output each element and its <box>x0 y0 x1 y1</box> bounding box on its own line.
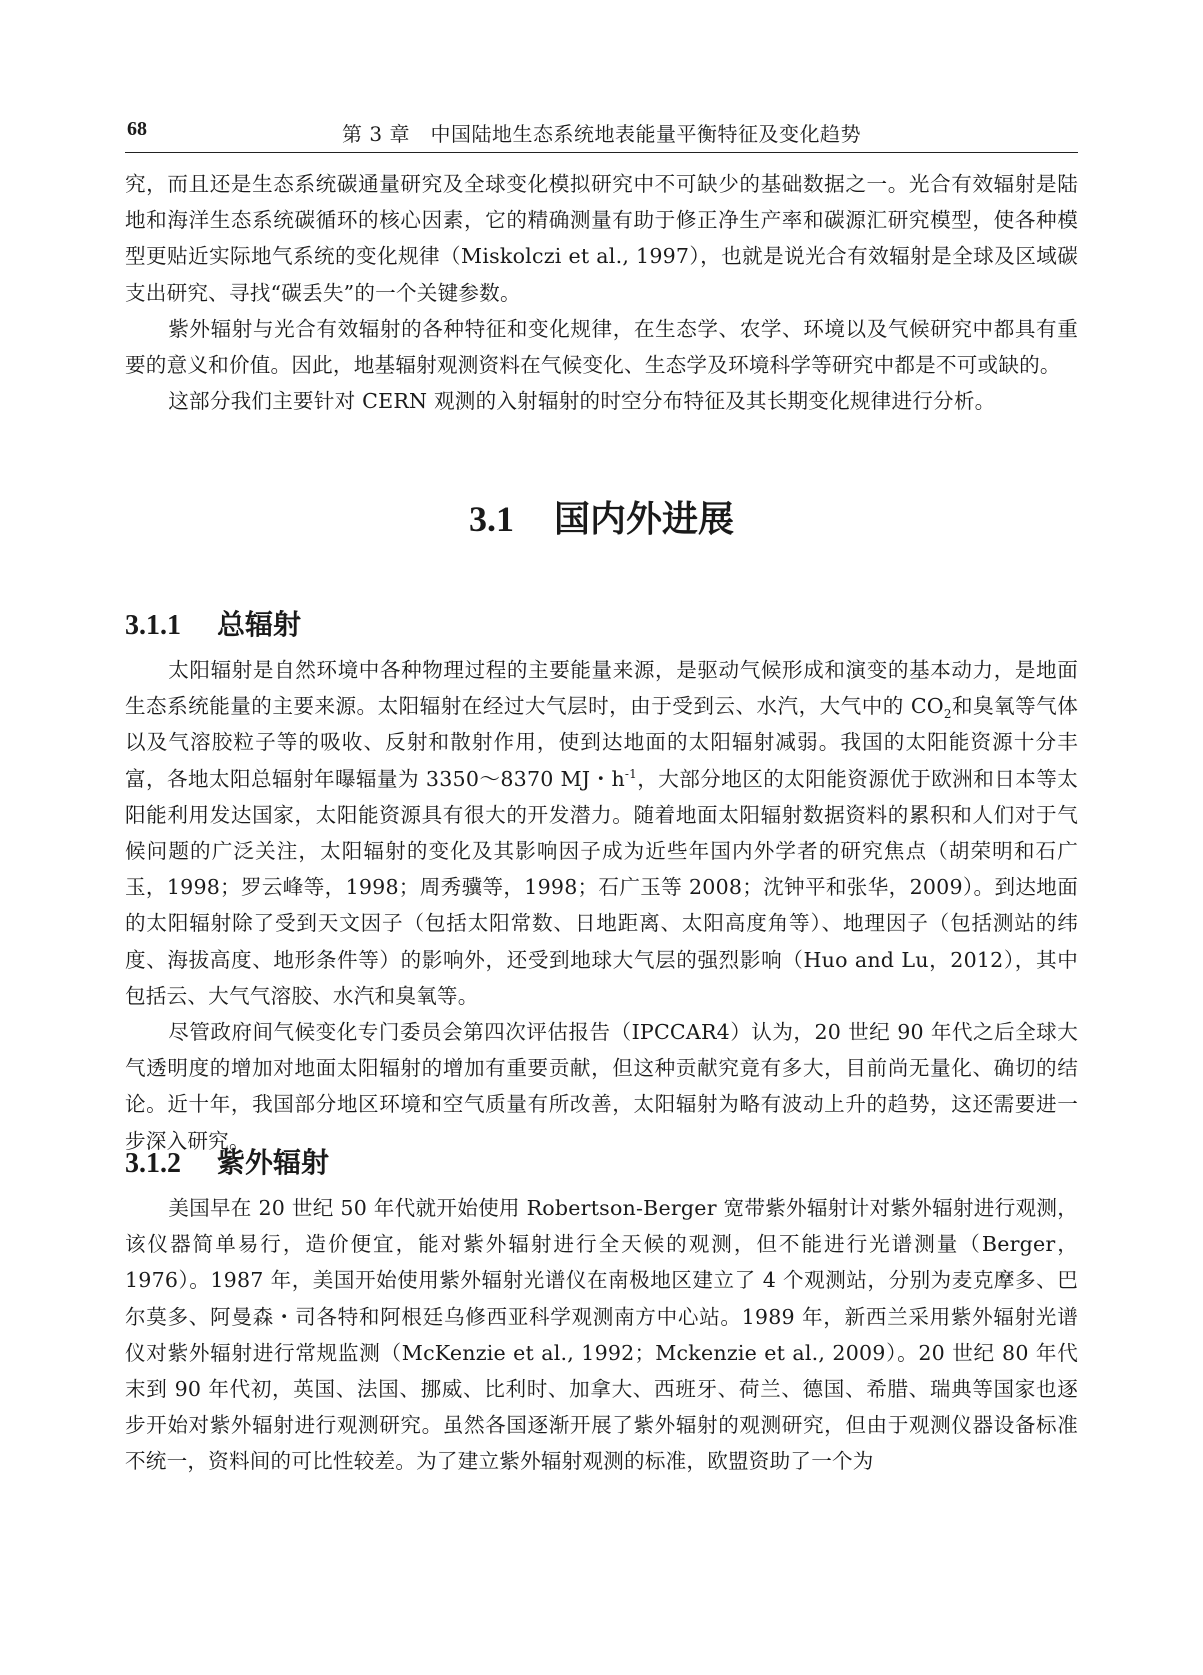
section-heading <box>125 494 1078 544</box>
paragraph: 究，而且还是生态系统碳通量研究及全球变化模拟研究中不可缺少的基础数据之一。光合有效辐射是陆地和海洋生态系统碳循环的核心因素，它的精确测量有助于修正净生产率和碳源汇研究模型，使各种模型更贴近实际地气系统的变化规律（Miskolczi et al., 1997），也就是说光合有效辐射是全球及区域碳支出研究、寻找“碳丢失”的一个关键参数。 <box>125 172 1078 305</box>
text-run: 和臭氧等气体以及气溶胶粒子等的吸收、反射和散射作用，使到达地面的太阳辐射减弱。我国的太阳能资源十分丰富，各地太阳总辐射年曝辐量为 3350～8370 MJ・h <box>125 694 1078 791</box>
paragraph <box>125 652 1078 1014</box>
subsection-title: 总辐射 <box>217 608 302 641</box>
text-run: ，大部分地区的太阳能资源优于欧洲和日本等太阳能利用发达国家，太阳能资源具有很大的开发潜力。随着地面太阳辐射数据资料的累积和人们对于气候问题的广泛关注，太阳辐射的变化及其影响因子成为近些年国内外学者的研究焦点（胡荣明和石广玉，1998；罗云峰等，1998；周秀骥等，1998；石广玉等 2008；沈钟平和张华，2009）。到达地面的太阳辐射除了受到天文因子（包括太阳常数、日地距离、太阳高度角等）、地理因子（包括测站的纬度、海拔高度、地形条件等）的影响外，还受到地球大气层的强烈影响（Huo and Lu，2012），其中包括云、大气气溶胶、水汽和臭氧等。 <box>125 766 1078 1008</box>
subsection-2-text <box>125 1190 1078 1480</box>
text-run: 太阳辐射是自然环境中各种物理过程的主要能量来源，是驱动气候形成和演变的基本动力，是地面生态系统能量的主要来源。太阳辐射在经过大气层时，由于受到云、水汽，大气中的 CO <box>125 658 1078 719</box>
subsection-heading <box>125 1143 329 1184</box>
subsection-number: 3.1.1 <box>125 610 181 641</box>
running-title: 第 3 章 中国陆地生态系统地表能量平衡特征及变化趋势 <box>342 122 861 146</box>
section-number: 3.1 <box>468 499 514 539</box>
superscript: -1 <box>624 766 638 781</box>
paragraph: 这部分我们主要针对 CERN 观测的入射辐射的时空分布特征及其长期变化规律进行分析。 <box>168 389 996 414</box>
paragraph: 美国早在 20 世纪 50 年代就开始使用 Robertson-Berger 宽带紫外辐射计对紫外辐射进行观测，该仪器简单易行，造价便宜，能对紫外辐射进行全天候的观测，但不能进行光谱测量（Berger，1976）。1987 年，美国开始使用紫外辐射光谱仪在南极地区建立了 4 个观测站，分别为麦克摩多、巴尔莫多、阿曼森・司各特和阿根廷乌修西亚科学观测南方中心站。1989 年，新西兰采用紫外辐射光谱仪对紫外辐射进行常规监测（McKenzie et al., 1992；Mckenzie et al., 2009）。20 世纪 80 年代末到 90 年代初，英国、法国、挪威、比利时、加拿大、西班牙、荷兰、德国、希腊、瑞典等国家也逐步开始对紫外辐射进行观测研究。虽然各国逐渐开展了紫外辐射的观测研究，但由于观测仪器设备标准不统一，资料间的可比性较差。为了建立紫外辐射观测的标准，欧盟资助了一个为 <box>125 1196 1078 1474</box>
page-number: 68 <box>127 118 147 140</box>
paragraph: 紫外辐射与光合有效辐射的各种特征和变化规律，在生态学、农学、环境以及气候研究中都具有重要的意义和价值。因此，地基辐射观测资料在气候变化、生态学及环境科学等研究中都是不可或缺的。 <box>125 316 1078 378</box>
paragraph: 尽管政府间气候变化专门委员会第四次评估报告（IPCCAR4）认为，20 世纪 90 年代之后全球大气透明度的增加对地面太阳辐射的增加有重要贡献，但这种贡献究竟有多大，目前尚无量化、确切的结论。近十年，我国部分地区环境和空气质量有所改善，太阳辐射为略有波动上升的趋势，这还需要进一步深入研究。 <box>125 1020 1078 1153</box>
section-title: 国内外进展 <box>553 498 734 540</box>
subsection-title: 紫外辐射 <box>217 1146 330 1179</box>
subsection-1-text <box>125 652 1078 1159</box>
subsection-number: 3.1.2 <box>125 1148 181 1179</box>
intro-text <box>125 166 1078 419</box>
page-header <box>125 112 1078 153</box>
subsection-heading <box>125 605 301 646</box>
subscript: 2 <box>943 707 952 722</box>
